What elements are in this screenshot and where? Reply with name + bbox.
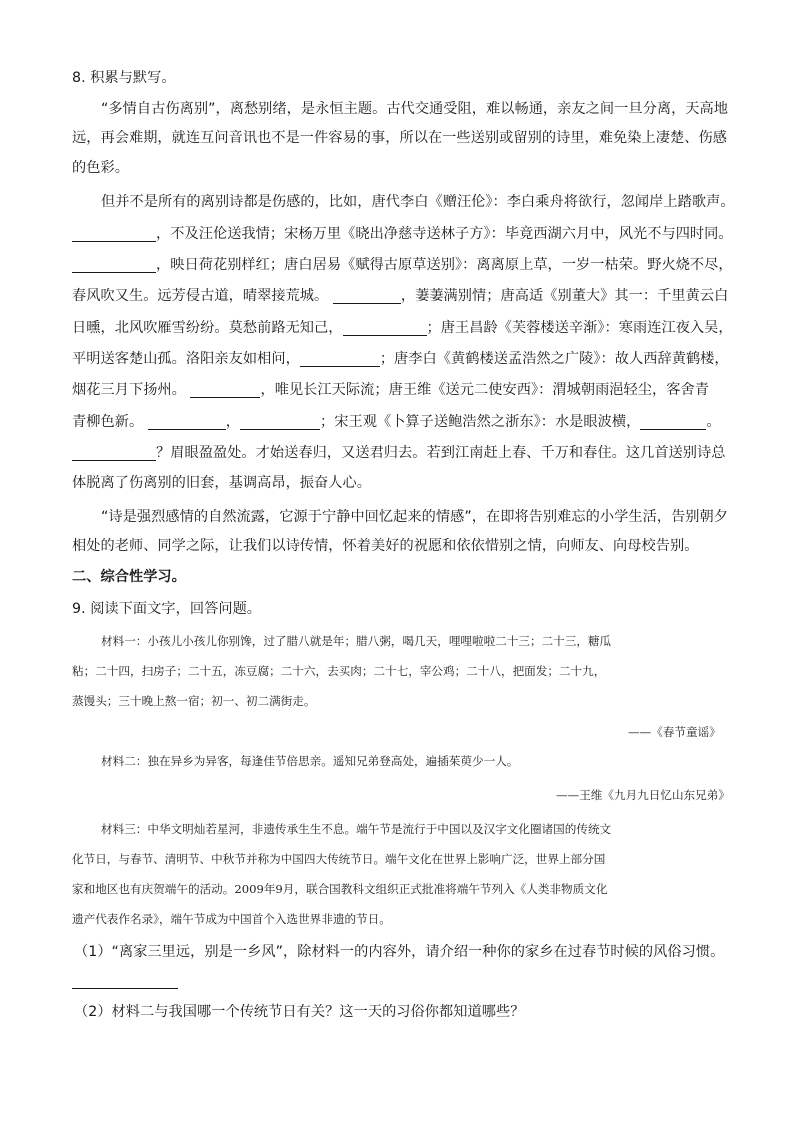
answer-blank[interactable] xyxy=(148,414,226,430)
q8-poem-line-9: ？眉眼盈盈处。才始送春归，又送君归去。若到江南赶上春、千万和春住。这几首送别诗总 xyxy=(72,443,726,463)
q8-poem-line-4: 春风吹又生。远芳侵古道，晴翠接荒城。 ，萋萋满别情；唐高适《别董大》其一：千里黄云白 xyxy=(72,288,729,304)
answer-blank[interactable] xyxy=(190,382,260,398)
q8-closing-line-2: 相处的老师、同学之际，让我们以诗传情，怀着美好的祝愿和依依惜别之情，向师友、向母校告别。 xyxy=(72,538,699,554)
q8-poem-line-1: 但并不是所有的离别诗都是伤感的，比如，唐代李白《赠汪伦》：李白乘舟将欲行，忽闻岸上踏歌声。 xyxy=(101,194,735,210)
q9-sub-question-2: （2）材料二与我国哪一个传统节日有关？这一天的习俗你都知道哪些？ xyxy=(74,1004,525,1020)
material-3-line-1: 材料三：中华文明灿若星河，非遗传承生生不息。端午节是流行于中国以及汉字文化圈诸国的传统文 xyxy=(101,822,612,836)
material-2-text: 材料二：独在异乡为异客，每逢佳节倍思亲。遥知兄弟登高处，遍插茱萸少一人。 xyxy=(101,754,519,768)
section-heading: 二、综合性学习。 xyxy=(72,569,186,585)
q8-poem-line-3: ，映日荷花别样红；唐白居易《赋得古原草送别》：离离原上草，一岁一枯荣。野火烧不尽， xyxy=(72,255,733,275)
answer-blank[interactable] xyxy=(72,445,156,461)
answer-blank[interactable] xyxy=(300,351,380,367)
material-1-line-2: 粘；二十四，扫房子；二十五，冻豆腐；二十六，去买肉；二十七，宰公鸡；二十八，把面发；二十九， xyxy=(72,664,606,678)
q9-sub-question-1: （1）“离家三里远，别是一乡风”，除材料一的内容外，请介绍一种你的家乡在过春节时候的风俗习惯。 xyxy=(74,944,725,960)
q8-intro-line-3: 的色彩。 xyxy=(72,160,129,176)
answer-blank[interactable] xyxy=(240,414,320,430)
answer-blank[interactable] xyxy=(72,257,156,273)
material-3-line-3: 家和地区也有庆贺端午的活动。2009年9月，联合国教科文组织正式批准将端午节列入《人类非物质文化 xyxy=(72,882,608,896)
answer-blank[interactable] xyxy=(333,288,401,304)
answer-blank[interactable] xyxy=(640,414,706,430)
q8-poem-line-2: ，不及汪伦送我情；宋杨万里《晓出净慈寺送林子方》：毕竟西湖六月中，风光不与四时同。 xyxy=(72,224,733,244)
q8-poem-line-7: 烟花三月下扬州。 ，唯见长江天际流；唐王维《送元二使安西》：渭城朝雨浥轻尘，客舍青 xyxy=(72,382,709,398)
material-1-source: ——《春节童谣》 xyxy=(628,725,721,739)
q8-poem-line-10: 体脱离了伤离别的旧套，基调高昂，振奋人心。 xyxy=(72,475,371,491)
material-3-line-2: 化节日，与春节、清明节、中秋节并称为中国四大传统节日。端午文化在世界上影响广泛，世界上部分国 xyxy=(72,852,606,866)
material-1-line-3: 蒸馒头；三十晚上熬一宿；初一、初二满街走。 xyxy=(72,694,316,708)
material-2-source: ——王维《九月九日忆山东兄弟》 xyxy=(556,788,730,802)
material-1-line-1: 材料一：小孩儿小孩儿你别馋，过了腊八就是年；腊八粥，喝几天，哩哩啦啦二十三；二十三，糖瓜 xyxy=(101,634,612,648)
answer-blank[interactable] xyxy=(343,320,427,336)
q8-poem-line-8: 青柳色新。 ， ；宋王观《卜算子送鲍浩然之浙东》：水是眼波横， 。 xyxy=(72,414,721,430)
q8-title: 8. 积累与默写。 xyxy=(72,70,176,86)
q8-poem-line-5: 日曛，北风吹雁雪纷纷。莫愁前路无知己， ；唐王昌龄《芙蓉楼送辛渐》：寒雨连江夜入吴， xyxy=(72,320,733,336)
answer-blank[interactable] xyxy=(72,226,156,242)
q8-closing-line-1: “诗是强烈感情的自然流露，它源于宁静中回忆起来的情感”，在即将告别难忘的小学生活，告别朝夕 xyxy=(101,509,729,525)
material-3-line-4: 遗产代表作名录》，端午节成为中国首个入选世界非遗的节日。 xyxy=(72,912,391,926)
answer-line[interactable] xyxy=(72,988,178,989)
q8-poem-line-6: 平明送客楚山孤。洛阳亲友如相问， ；唐李白《黄鹤楼送孟浩然之广陵》：故人西辞黄鹤楼， xyxy=(72,351,729,367)
q8-intro-line-1: “多情自古伤离别”，离愁别绪，是永恒主题。古代交通受阻，难以畅通，亲友之间一旦分离，天高地 xyxy=(101,101,729,117)
q8-intro-line-2: 远，再会难期，就连互问音讯也不是一件容易的事，所以在一些送别或留别的诗里，难免染上凄楚、伤感 xyxy=(72,130,727,146)
q9-title: 9. 阅读下面文字，回答问题。 xyxy=(72,601,262,617)
